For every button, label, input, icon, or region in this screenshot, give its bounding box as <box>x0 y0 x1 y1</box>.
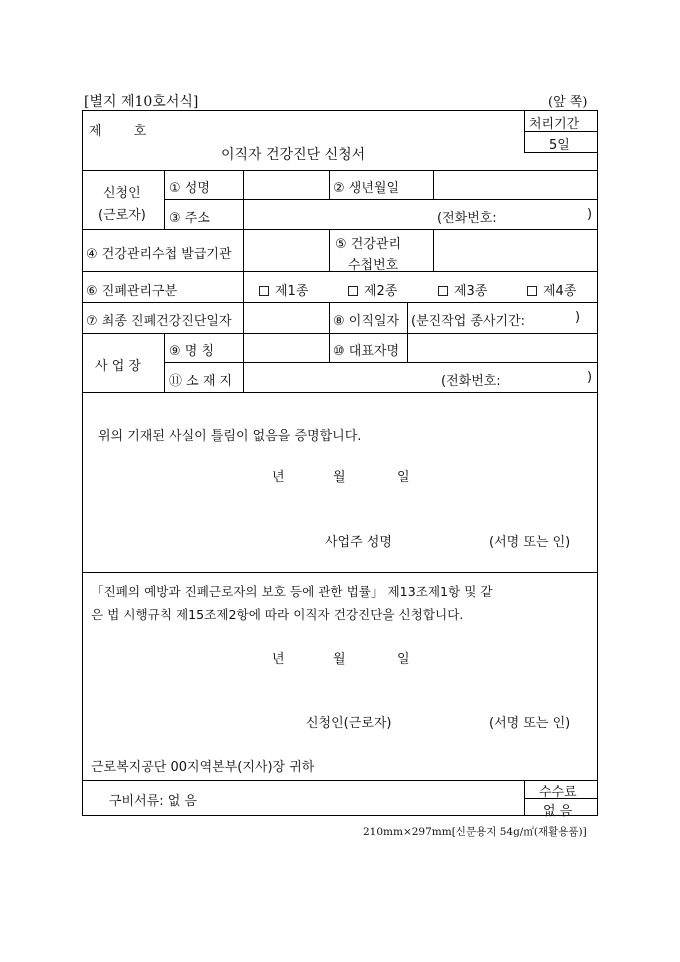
request-year: 년 <box>272 652 285 667</box>
representative-label: ⑩ 대표자명 <box>333 344 400 359</box>
divider <box>407 333 408 362</box>
certify-year: 년 <box>272 470 285 485</box>
checkbox-icon <box>259 286 269 296</box>
divider <box>329 229 330 271</box>
divider <box>243 170 244 199</box>
divider <box>433 229 434 271</box>
workplace-name-label: ⑨ 명 칭 <box>169 344 215 359</box>
fee-label: 수수료 <box>539 785 577 800</box>
divider <box>82 333 598 334</box>
divider <box>164 199 598 200</box>
divider <box>164 170 165 229</box>
category-option-label: 제3종 <box>454 284 488 299</box>
divider <box>243 271 244 302</box>
divider <box>243 199 244 229</box>
request-day: 일 <box>397 652 410 667</box>
page-side: (앞 쪽) <box>548 95 588 110</box>
address-label: ③ 주소 <box>169 211 210 226</box>
issuer-label: ④ 건강관리수첩 발급기관 <box>86 247 232 262</box>
employer-sign-note: (서명 또는 인) <box>489 535 571 550</box>
divider <box>243 302 244 333</box>
divider <box>82 170 598 171</box>
form-title: 이직자 건강진단 신청서 <box>221 147 366 163</box>
category-option-label: 제2종 <box>364 284 398 299</box>
request-text-line-1: 「진폐의 예방과 진폐근로자의 보호 등에 관한 법률」 제13조제1항 및 같 <box>91 584 493 599</box>
book-number-label: ⑤ 건강관리 <box>335 237 402 252</box>
divider <box>82 392 598 393</box>
divider <box>82 271 598 272</box>
workplace-phone-close: ) <box>587 370 593 385</box>
dust-period-close: ) <box>575 310 581 325</box>
divider <box>243 229 244 271</box>
divider <box>164 362 598 363</box>
applicant-phone-close: ) <box>587 207 593 222</box>
category-option-1[interactable] <box>259 280 308 299</box>
divider <box>82 229 598 230</box>
applicant-sign-note: (서명 또는 인) <box>489 716 571 731</box>
certify-day: 일 <box>397 470 410 485</box>
processing-period-label: 처리기간 <box>529 117 580 132</box>
final-exam-date-label: ⑦ 최종 진폐건강진단일자 <box>86 314 232 329</box>
book-number-label-2: 수첩번호 <box>348 258 399 273</box>
certify-month: 월 <box>333 470 346 485</box>
applicant-sub-label: (근로자) <box>98 208 146 223</box>
applicant-label: 신청인 <box>103 186 141 201</box>
employer-name-label: 사업주 성명 <box>325 535 392 550</box>
fee-value: 없 음 <box>543 804 573 819</box>
divider <box>329 170 330 199</box>
divider <box>243 333 244 392</box>
applicant-sign-label: 신청인(근로자) <box>306 716 392 731</box>
divider <box>433 170 434 199</box>
request-text-line-2: 은 법 시행규칙 제15조제2항에 따라 이직자 건강진단을 신청합니다. <box>91 607 464 622</box>
processing-period-value: 5일 <box>549 138 570 153</box>
workplace-location-label: ⑪ 소 재 지 <box>169 374 233 389</box>
divider <box>329 333 330 362</box>
applicant-phone-label: (전화번호: <box>437 211 497 226</box>
paper-spec: 210mm×297mm[신문용지 54g/㎡(재활용품)] <box>363 826 587 838</box>
workplace-phone-label: (전화번호: <box>441 374 501 389</box>
form-number: [별지 제10호서식] <box>84 94 199 110</box>
divider <box>82 302 598 303</box>
checkbox-icon <box>527 286 537 296</box>
workplace-label: 사 업 장 <box>95 359 141 374</box>
form-frame <box>82 110 598 816</box>
divider <box>82 780 598 781</box>
leave-date-label: ⑧ 이직일자 <box>333 314 400 329</box>
divider <box>164 333 165 392</box>
divider <box>407 302 408 333</box>
certify-statement: 위의 기재된 사실이 틀림이 없음을 증명합니다. <box>98 429 362 444</box>
divider <box>82 572 598 573</box>
request-month: 월 <box>333 652 346 667</box>
dust-period-label: (분진작업 종사기간: <box>411 314 526 329</box>
category-option-4[interactable] <box>527 280 576 299</box>
category-option-2[interactable] <box>348 280 397 299</box>
divider <box>329 302 330 333</box>
checkbox-icon <box>438 286 448 296</box>
category-option-label: 제1종 <box>275 284 309 299</box>
category-option-3[interactable] <box>438 280 487 299</box>
number-label: 제 호 <box>89 124 161 139</box>
category-option-label: 제4종 <box>543 284 577 299</box>
recipient: 근로복지공단 00지역본부(지사)장 귀하 <box>91 760 315 775</box>
checkbox-icon <box>348 286 358 296</box>
name-label: ① 성명 <box>169 181 210 196</box>
birth-date-label: ② 생년월일 <box>333 181 400 196</box>
category-label: ⑥ 진폐관리구분 <box>86 284 178 299</box>
documents-label: 구비서류: 없 음 <box>109 794 197 809</box>
